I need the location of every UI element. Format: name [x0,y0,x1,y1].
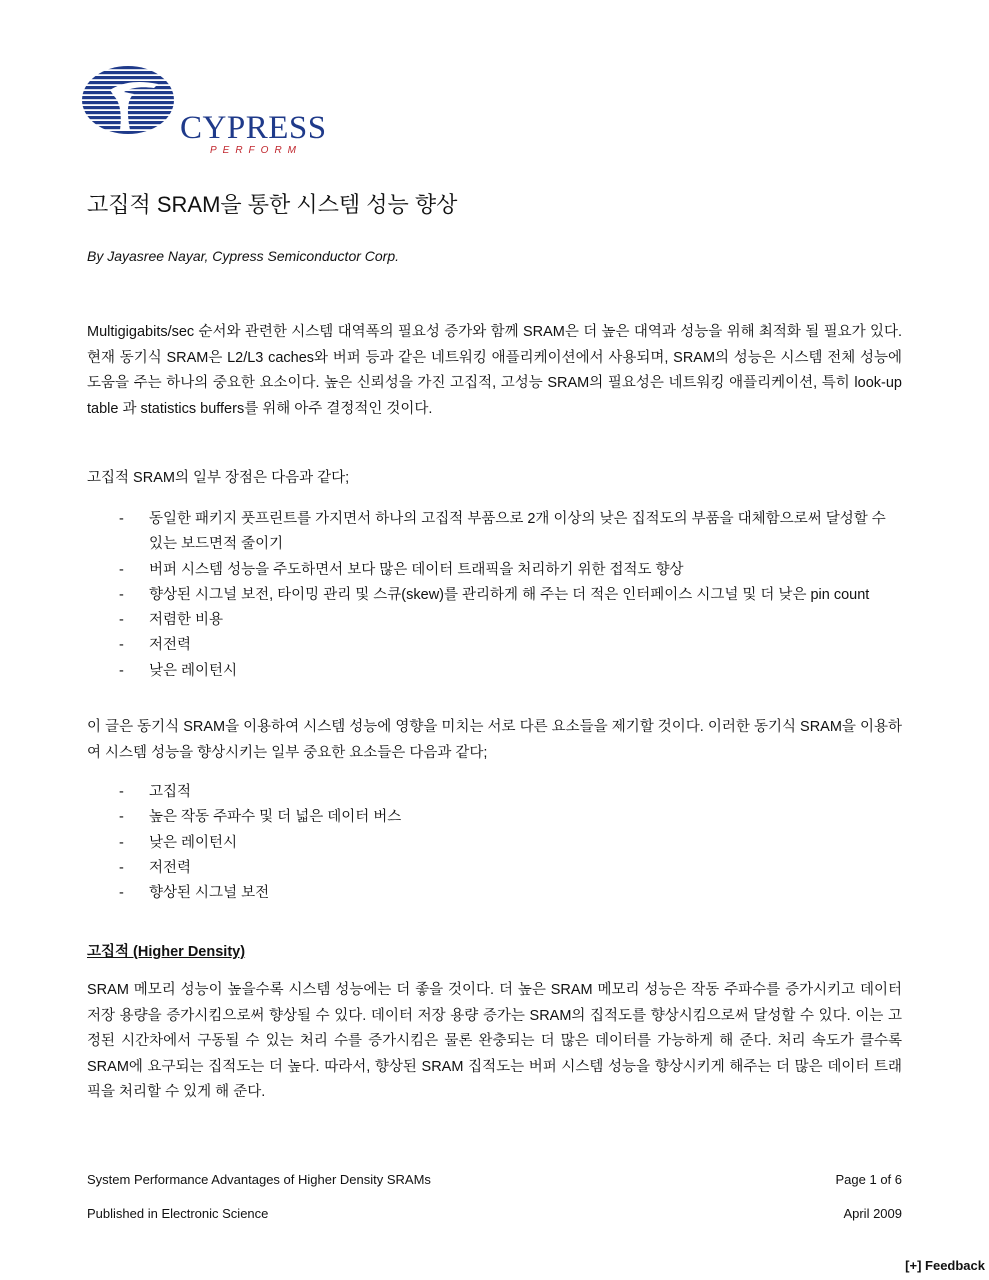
list-item: - 낮은 레이턴시 [119,662,238,679]
factors-intro: 이 글은 동기식 SRAM을 이용하여 시스템 성능에 영향을 미치는 서로 다른 요소들을 제기할 것이다. 이러한 동기식 SRAM을 이용하여 시스템 성능을 향상시키는 일부 중요한 요소들은 다음과 같다; [87,719,902,761]
logo-tagline: PERFORM [210,145,302,156]
section-heading-density: 고집적 (Higher Density) [87,944,246,960]
cypress-globe-icon [80,64,180,164]
list-item: - 저렴한 비용 [119,612,224,629]
density-paragraph: SRAM 메모리 성능이 높을수록 시스템 성능에는 더 좋을 것이다. 더 높은 SRAM 메모리 성능은 작동 주파수를 증가시키고 데이터 저장 용량을 증가시킴으로써 향상될 수 있다. 데이터 저장 용량 증가는 SRAM의 집적도를 향상시킴으로써 달성할 수 있다. 이는 고정된 시간차에서 구동될 수 있는 처리 수를 증가시킴은 물론 완충되는 더 많은 데이터를 가능하게 해 준다. 처리 속도가 클수록 SRAM에 요구되는 집적도는 더 높다. 따라서, 향상된 SRAM 집적도는 버퍼 시스템 성능을 향상시키게 해주는 더 많은 데이터 트래픽을 처리할 수 있게 해 준다. [87,982,902,1100]
advantages-list [87,507,902,684]
feedback-link[interactable]: [+] Feedback [905,1258,985,1273]
list-item: - 버퍼 시스템 성능을 주도하면서 보다 많은 데이터 트래픽을 처리하기 위한 접적도 향상 [119,561,684,578]
list-item: - 저전력 [119,859,192,876]
list-item: - 향상된 시그널 보전 [119,885,270,902]
footer-published: Published in Electronic Science [87,1206,269,1221]
page-title: 고집적 SRAM을 통한 시스템 성능 향상 [87,192,458,217]
factors-list [87,780,902,906]
byline: By Jayasree Nayar, Cypress Semiconductor Corp. [87,248,400,264]
list-item: - 저전력 [119,637,192,654]
footer-row-1 [87,1172,902,1187]
cypress-logo [80,64,327,164]
logo-wordmark: CYPRESS [180,110,327,146]
list-item: - 높은 작동 주파수 및 더 넓은 데이터 버스 [119,809,402,826]
intro-paragraph: Multigigabits/sec 순서와 관련한 시스템 대역폭의 필요성 증가와 함께 SRAM은 더 높은 대역과 성능을 위해 최적화 될 필요가 있다. 현재 동기식 SRAM은 L2/L3 caches와 버퍼 등과 같은 네트워킹 애플리케이션에서 사용되며, SRAM의 성능은 시스템 전체 성능에 도움을 주는 하나의 중요한 요소이다. 높은 신뢰성을 가진 고집적, 고성능 SRAM의 필요성은 네트워킹 애플리케이션, 특히 look-up table 과 statistics buffers를 위해 아주 결정적인 것이다. [87,324,902,417]
footer-row-2 [87,1206,902,1221]
list-item: - 낮은 레이턴시 [119,834,238,851]
footer-doc-title: System Performance Advantages of Higher Density SRAMs [87,1172,431,1187]
list-item: - 동일한 패키지 풋프린트를 가지면서 하나의 고집적 부품으로 2개 이상의 낮은 집적도의 부품을 대체함으로써 달성할 수 있는 보드면적 줄이기 [119,511,886,553]
list-item: - 고집적 [119,784,192,800]
list-item: - 향상된 시그널 보전, 타이밍 관리 및 스큐(skew)를 관리하게 해 주는 더 적은 인터페이스 시그널 및 더 낮은 pin count [119,586,870,603]
advantages-intro: 고집적 SRAM의 일부 장점은 다음과 같다; [87,470,350,486]
footer-page-number: Page 1 of 6 [835,1172,902,1187]
footer-date: April 2009 [843,1206,902,1221]
